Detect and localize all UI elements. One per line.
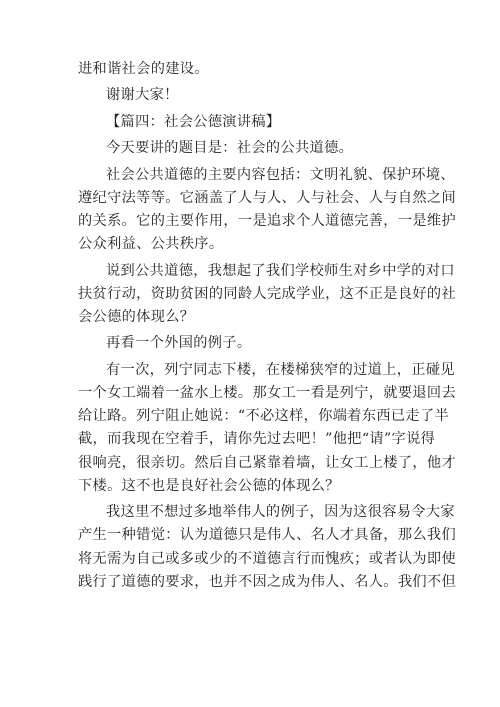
text-line: 有一次，列宁同志下楼，在楼梯狭窄的过道上，正碰见 (106, 361, 455, 378)
paragraph (78, 84, 436, 107)
text-line: 社会公共道德的主要内容包括：文明礼貌、保护环境、 (106, 166, 455, 183)
text-line: 说到公共道德，我想起了我们学校师生对乡中学的对口 (106, 262, 455, 279)
text-line: 再看一个外国的例子。 (106, 335, 252, 352)
text-line: 遵纪守法等等。它涵盖了人与人、人与社会、人与自然之间 (78, 189, 456, 206)
paragraph (78, 164, 456, 257)
text-line: 【篇四：社会公德演讲稿】 (106, 113, 281, 130)
text-line: 给让路。列宁阻止她说：“不必这样，你端着东西已走了半 (78, 408, 450, 425)
text-line: 进和谐社会的建设。 (78, 61, 209, 77)
text-line: 践行了道德的要求，也并不因之成为伟人、名人。我们不但 (78, 573, 456, 590)
text-line: 截，而我现在空着手，请你先过去吧！”他把“请”字说得 (78, 431, 436, 448)
paragraph-gap (78, 594, 436, 597)
paragraph (78, 359, 456, 498)
paragraph (78, 260, 456, 330)
paragraph (78, 58, 436, 81)
text-line: 谢谢大家！ (106, 87, 179, 104)
text-line: 下楼。这不也是良好社会公德的体现么？ (78, 477, 340, 494)
paragraph (78, 137, 436, 160)
paragraph (78, 501, 456, 594)
paragraph (78, 111, 436, 134)
text-line: 会公德的体现么？ (78, 308, 195, 325)
text-line: 将无需为自己或多或少的不道德言行而愧疚；或者认为即使 (78, 550, 456, 567)
text-line: 今天要讲的题目是：社会的公共道德。 (106, 140, 354, 157)
text-line: 很响亮，很亲切。然后自己紧靠着墙，让女工上楼了，他才 (78, 454, 456, 471)
text-line: 产生一种错觉：认为道德只是伟人、名人才具备，那么我们 (78, 527, 456, 544)
text-line: 扶贫行动，资助贫困的同龄人完成学业，这不正是良好的社 (78, 285, 456, 302)
text-line: 一个女工端着一盆水上楼。那女工一看是列宁，就要退回去 (78, 384, 456, 401)
text-line: 的关系。它的主要作用，一是追求个人道德完善，一是维护 (78, 212, 456, 229)
text-line: 我这里不想过多地举伟人的例子，因为这很容易令大家 (106, 504, 455, 521)
paragraph (78, 332, 436, 355)
text-line: 公众利益、公共秩序。 (78, 236, 224, 253)
